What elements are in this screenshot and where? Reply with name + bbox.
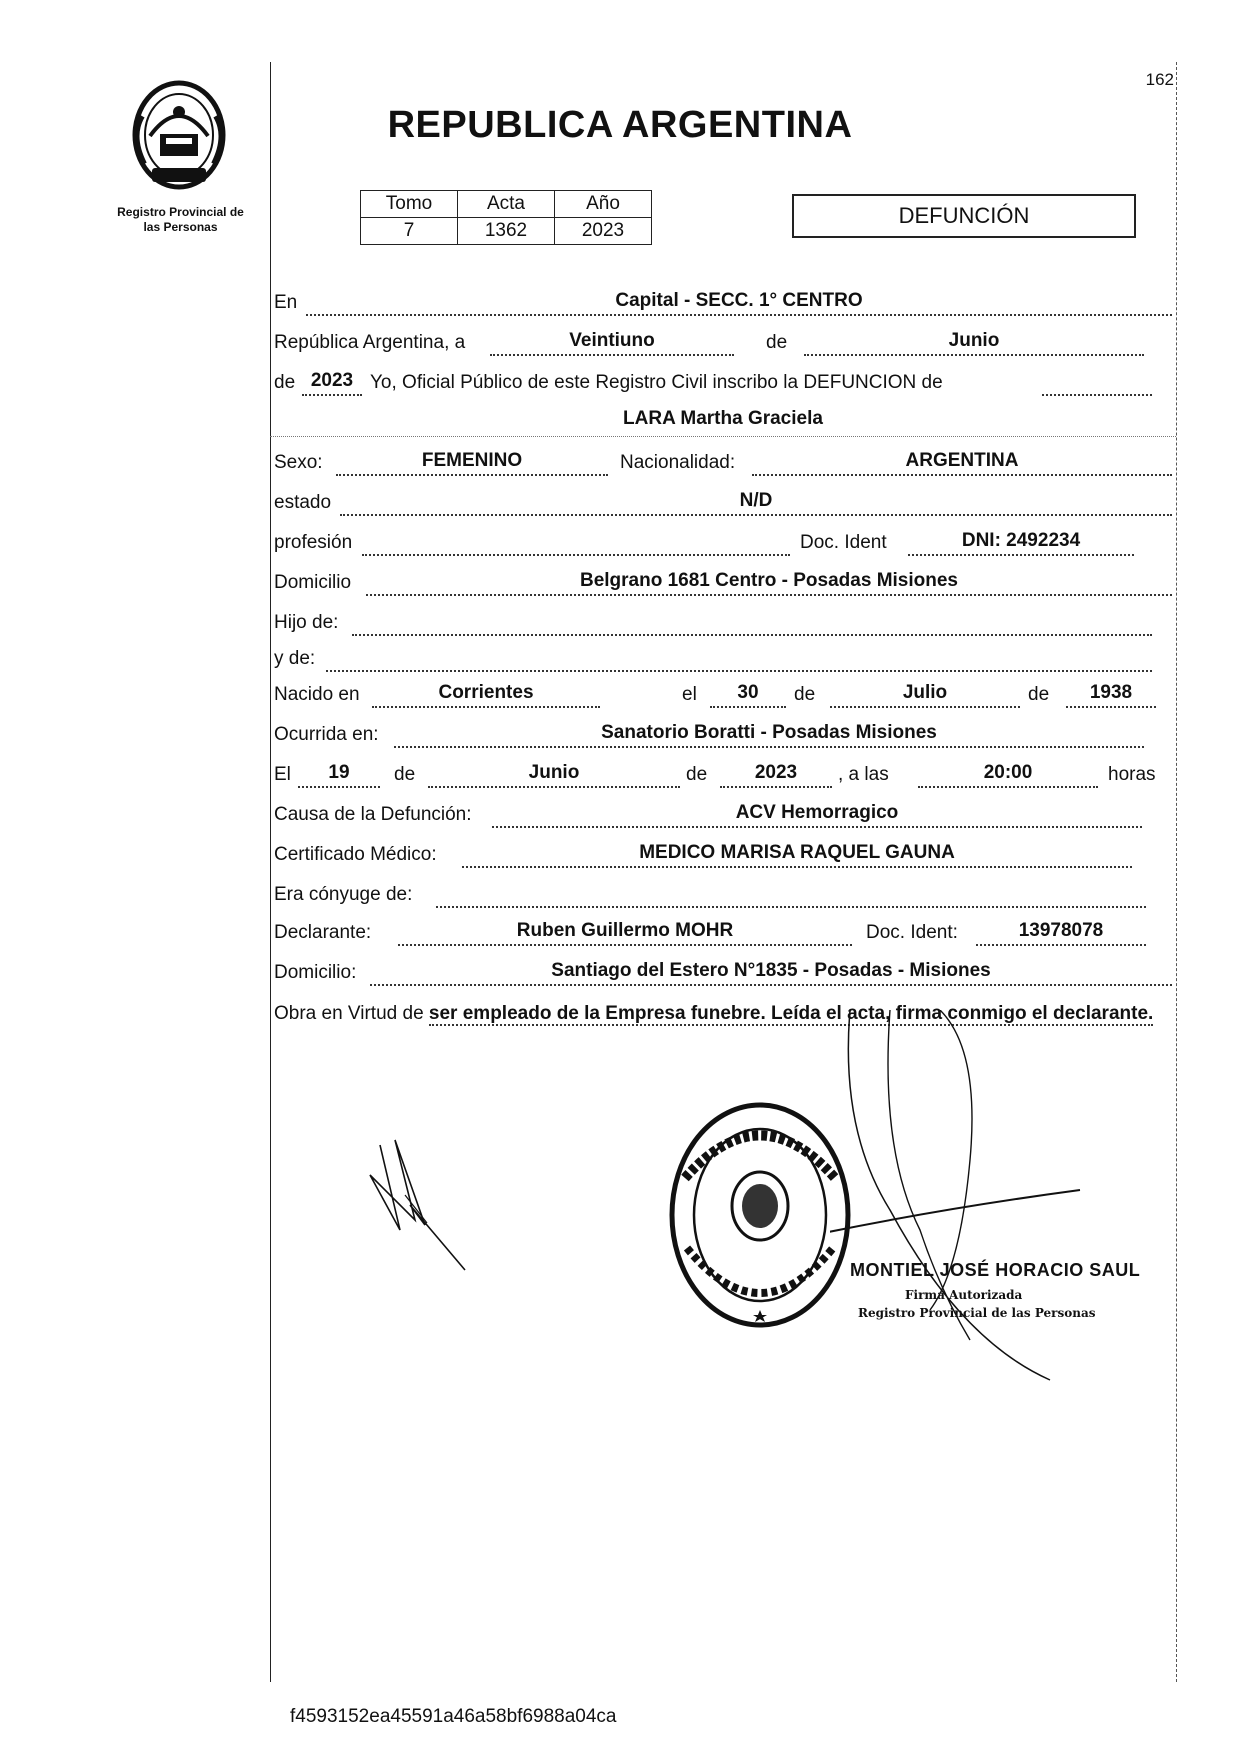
label-conyuge: Era cónyuge de: bbox=[274, 884, 413, 905]
field-deceased-name: LARA Martha Graciela bbox=[623, 408, 823, 429]
field-birth-year: 1938 bbox=[1066, 682, 1156, 708]
registry-value-row bbox=[361, 218, 652, 245]
label-death-de: de bbox=[394, 764, 416, 785]
field-decl-domicilio: Santiago del Estero N°1835 - Posadas - Misiones bbox=[370, 960, 1172, 986]
field-death-day: 19 bbox=[298, 762, 380, 788]
label-yo: Yo, Oficial Público de este Registro Civil inscribo la DEFUNCION de bbox=[370, 372, 943, 393]
right-margin-line bbox=[1176, 62, 1177, 1682]
page-number: 162 bbox=[1145, 70, 1174, 89]
label-el: el bbox=[682, 684, 697, 705]
label-yde: y de: bbox=[274, 648, 316, 669]
obra-prefix: Obra en Virtud de bbox=[274, 1003, 424, 1024]
field-day-words: Veintiuno bbox=[490, 330, 734, 356]
seal-caption bbox=[98, 205, 263, 235]
label-alas: , a las bbox=[838, 764, 889, 785]
label-estado: estado bbox=[274, 492, 332, 513]
field-birth-day: 30 bbox=[710, 682, 786, 708]
field-nacionalidad: ARGENTINA bbox=[752, 450, 1172, 476]
label-domicilio: Domicilio bbox=[274, 572, 352, 593]
label-hijo: Hijo de: bbox=[274, 612, 339, 633]
label-certificado: Certificado Médico: bbox=[274, 844, 437, 865]
label-death-de2: de bbox=[686, 764, 708, 785]
field-death-time: 20:00 bbox=[918, 762, 1098, 788]
field-place: Capital - SECC. 1° CENTRO bbox=[306, 290, 1172, 316]
field-yde bbox=[326, 646, 1152, 672]
field-certificado: MEDICO MARISA RAQUEL GAUNA bbox=[462, 842, 1132, 868]
left-margin-line bbox=[270, 62, 271, 1682]
seal-caption-line2: las Personas bbox=[143, 220, 218, 234]
label-declarante: Declarante: bbox=[274, 922, 372, 943]
label-horas: horas bbox=[1108, 764, 1156, 785]
declarant-signature-icon bbox=[355, 1135, 475, 1275]
registry-header-acta: Acta bbox=[458, 191, 555, 218]
field-year: 2023 bbox=[302, 370, 362, 396]
obra-text: ser empleado de la Empresa funebre. Leída el acta, firma conmigo el declarante. bbox=[428, 1003, 1154, 1024]
label-birth-de: de bbox=[794, 684, 816, 705]
registry-value-tomo: 7 bbox=[361, 218, 458, 245]
label-doc: Doc. Ident bbox=[800, 532, 887, 553]
field-death-year: 2023 bbox=[720, 762, 832, 788]
authority-office: Registro Provincial de las Personas bbox=[858, 1306, 1096, 1320]
field-estado: N/D bbox=[340, 490, 1172, 516]
document-type-box: DEFUNCIÓN bbox=[792, 194, 1136, 238]
field-domicilio: Belgrano 1681 Centro - Posadas Misiones bbox=[366, 570, 1172, 596]
official-stamp-icon bbox=[665, 1098, 855, 1333]
label-de2: de bbox=[274, 372, 296, 393]
field-decl-doc: 13978078 bbox=[976, 920, 1146, 946]
field-month: Junio bbox=[804, 330, 1144, 356]
field-ocurrida-en: Sanatorio Boratti - Posadas Misiones bbox=[394, 722, 1144, 748]
field-profesion bbox=[362, 530, 790, 556]
label-nacionalidad: Nacionalidad: bbox=[620, 452, 736, 473]
document-hash: f4593152ea45591a46a58bf6988a04ca bbox=[290, 1706, 617, 1727]
label-sexo: Sexo: bbox=[274, 452, 323, 473]
registry-table bbox=[360, 190, 652, 245]
seal-caption-line1: Registro Provincial de bbox=[117, 205, 244, 219]
label-birth-de2: de bbox=[1028, 684, 1050, 705]
label-profesion: profesión bbox=[274, 532, 353, 553]
registry-header-row bbox=[361, 191, 652, 218]
registry-value-acta: 1362 bbox=[458, 218, 555, 245]
field-birth-month: Julio bbox=[830, 682, 1020, 708]
label-causa: Causa de la Defunción: bbox=[274, 804, 472, 825]
authority-role: Firma Autorizada bbox=[905, 1288, 1023, 1302]
authority-signature-icon bbox=[830, 1010, 1100, 1390]
field-declarante: Ruben Guillermo MOHR bbox=[398, 920, 852, 946]
field-death-month: Junio bbox=[428, 762, 680, 788]
field-causa: ACV Hemorragico bbox=[492, 802, 1142, 828]
page-title: REPUBLICA ARGENTINA bbox=[387, 104, 853, 146]
label-decl-doc: Doc. Ident: bbox=[866, 922, 958, 943]
field-doc: DNI: 2492234 bbox=[908, 530, 1134, 556]
label-en: En bbox=[274, 292, 298, 313]
label-el2: El bbox=[274, 764, 291, 785]
authority-name: MONTIEL JOSÉ HORACIO SAUL bbox=[850, 1260, 1141, 1280]
field-sexo: FEMENINO bbox=[336, 450, 608, 476]
divider-line bbox=[270, 436, 1176, 437]
registry-header-tomo: Tomo bbox=[361, 191, 458, 218]
label-nacido: Nacido en bbox=[274, 684, 360, 705]
label-decl-domicilio: Domicilio: bbox=[274, 962, 357, 983]
field-conyuge bbox=[436, 882, 1146, 908]
field-hijo bbox=[352, 610, 1152, 636]
label-ocurrida: Ocurrida en: bbox=[274, 724, 379, 745]
label-de: de bbox=[766, 332, 788, 353]
registry-value-anio: 2023 bbox=[555, 218, 652, 245]
field-nacido-en: Corrientes bbox=[372, 682, 600, 708]
label-republica: República Argentina, a bbox=[274, 332, 466, 353]
registry-header-anio: Año bbox=[555, 191, 652, 218]
field-trailing-blank bbox=[1042, 370, 1152, 396]
